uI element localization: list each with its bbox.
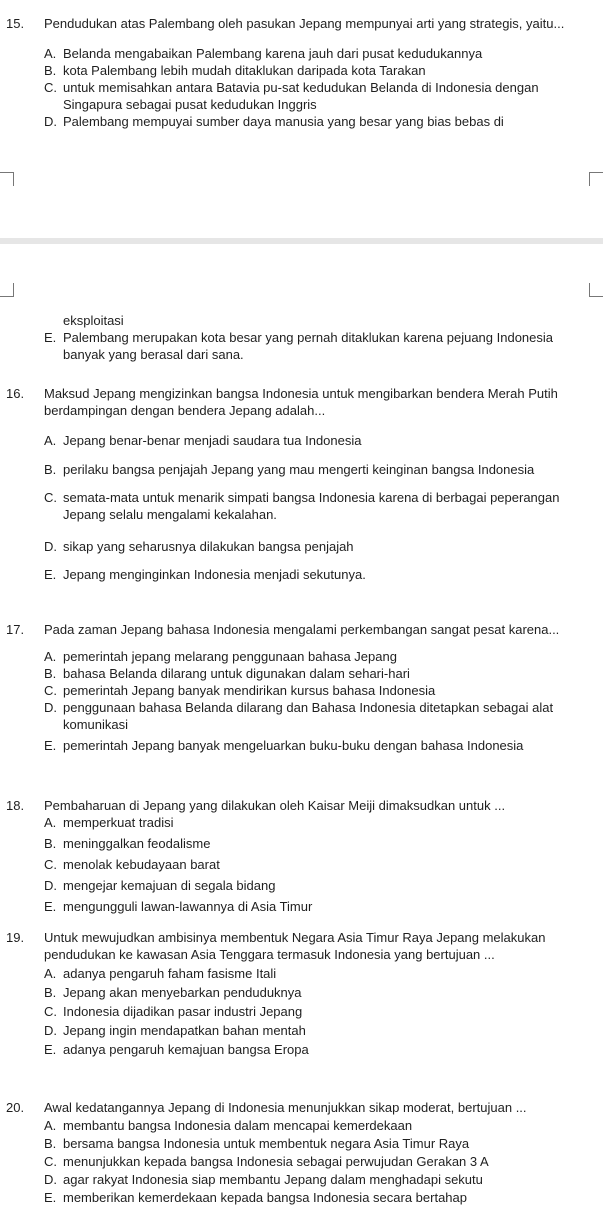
question-number: 17. [6,622,25,637]
option-letter: C. [44,857,57,872]
option-a [44,814,584,831]
option-text: mengejar kemajuan di segala bidang [63,878,276,893]
option-e [44,1189,584,1206]
option-e [0,566,603,583]
option-letter: E. [44,567,57,582]
option-letter: D. [44,539,57,554]
option-text: pemerintah jepang melarang penggunaan bahasa Jepang [63,649,397,664]
option-letter: B. [44,462,57,477]
option-a [44,648,584,665]
question-15-continued [0,312,603,363]
option-letter: B. [44,666,57,681]
option-letter: C. [44,80,57,95]
option-d [44,877,584,894]
option-c [44,1003,584,1020]
option-letter: D. [44,114,57,129]
option-text: pemerintah Jepang banyak mengeluarkan buku-buku dengan bahasa Indonesia [63,738,524,753]
option-a [0,432,603,449]
option-letter: E. [44,1042,57,1057]
question-15 [0,15,603,130]
option-letter: B. [44,1136,57,1151]
option-d [0,538,603,555]
crop-mark-top-right [589,172,603,186]
option-text: untuk memisahkan antara Batavia pu-sat kedudukan Belanda di Indonesia dengan Singapura sebagai pusat kedudukan Inggris [63,80,539,112]
option-text: Palembang mempuyai sumber daya manusia yang besar yang bias bebas di [63,114,504,129]
option-a [44,45,584,62]
question-text: Untuk mewujudkan ambisinya membentuk Negara Asia Timur Raya Jepang melakukan pendudukan ke kawasan Asia Tenggara termasuk Indonesia yang bertujuan ... [44,930,546,962]
option-letter: E. [44,330,57,345]
option-text: bahasa Belanda dilarang untuk digunakan dalam sehari-hari [63,666,410,681]
option-text: menunjukkan kepada bangsa Indonesia sebagai perwujudan Gerakan 3 A [63,1154,489,1169]
option-c [44,856,584,873]
option-b [0,461,603,478]
option-text: Indonesia dijadikan pasar industri Jepang [63,1004,303,1019]
option-text: mengungguli lawan-lawannya di Asia Timur [63,899,313,914]
option-letter: C. [44,490,57,505]
option-letter: D. [44,1172,57,1187]
question-text: Pada zaman Jepang bahasa Indonesia mengalami perkembangan sangat pesat karena... [44,622,560,637]
option-text: pemerintah Jepang banyak mendirikan kursus bahasa Indonesia [63,683,436,698]
option-text: adanya pengaruh kemajuan bangsa Eropa [63,1042,309,1057]
question-16 [0,385,603,419]
option-b [44,835,584,852]
option-letter: A. [44,433,57,448]
option-letter: C. [44,1004,57,1019]
option-b [44,1135,584,1152]
option-text: Jepang ingin mendapatkan bahan mentah [63,1023,306,1038]
option-letter: D. [44,878,57,893]
option-text: sikap yang seharusnya dilakukan bangsa penjajah [63,539,354,554]
crop-mark-bottom-left [0,283,14,297]
option-text: membantu bangsa Indonesia dalam mencapai kemerdekaan [63,1118,413,1133]
option-text: memperkuat tradisi [63,815,174,830]
option-b [44,984,584,1001]
option-letter: A. [44,649,57,664]
option-letter: E. [44,1190,57,1205]
option-text: kota Palembang lebih mudah ditaklukan daripada kota Tarakan [63,63,426,78]
option-b [44,62,584,79]
question-20 [0,1099,603,1206]
option-letter: E. [44,738,57,753]
option-letter: C. [44,1154,57,1169]
option-text: adanya pengaruh faham fasisme Itali [63,966,277,981]
question-number: 16. [6,386,25,401]
option-d [44,699,584,733]
option-text: penggunaan bahasa Belanda dilarang dan Bahasa Indonesia ditetapkan sebagai alat komunikasi [63,700,554,732]
option-letter: A. [44,46,57,61]
option-letter: B. [44,985,57,1000]
option-d [44,1171,584,1188]
option-e [44,737,584,754]
option-e [44,329,584,363]
question-17 [0,621,603,754]
option-a [44,1117,584,1134]
option-e [44,1041,584,1058]
crop-mark-bottom-right [589,283,603,297]
option-letter: D. [44,700,57,715]
option-text: Belanda mengabaikan Palembang karena jauh dari pusat kedudukannya [63,46,483,61]
option-c [0,489,603,523]
option-text: Jepang akan menyebarkan penduduknya [63,985,302,1000]
option-letter: B. [44,63,57,78]
option-d-continuation: eksploitasi [63,313,124,328]
option-b [44,665,584,682]
option-c [44,682,584,699]
option-text: meninggalkan feodalisme [63,836,211,851]
crop-mark-top-left [0,172,14,186]
option-letter: A. [44,966,57,981]
page-separator [0,238,603,244]
question-19 [0,929,603,1058]
question-number: 15. [6,16,25,31]
option-text: Palembang merupakan kota besar yang pernah ditaklukan karena pejuang Indonesia banyak yang berasal dari sana. [63,330,554,362]
option-text: menolak kebudayaan barat [63,857,220,872]
question-18 [0,797,603,915]
option-c [44,79,584,113]
question-text: Awal kedatangannya Jepang di Indonesia menunjukkan sikap moderat, bertujuan ... [44,1100,527,1115]
option-a [44,965,584,982]
option-d [44,1022,584,1039]
option-e [44,898,584,915]
option-c [44,1153,584,1170]
option-text: bersama bangsa Indonesia untuk membentuk negara Asia Timur Raya [63,1136,470,1151]
question-text: Pembaharuan di Jepang yang dilakukan oleh Kaisar Meiji dimaksudkan untuk ... [44,798,506,813]
question-number: 18. [6,798,25,813]
option-text: perilaku bangsa penjajah Jepang yang mau mengerti keinginan bangsa Indonesia [63,462,535,477]
option-letter: A. [44,1118,57,1133]
question-number: 20. [6,1100,25,1115]
option-letter: E. [44,899,57,914]
option-letter: D. [44,1023,57,1038]
option-text: Jepang benar-benar menjadi saudara tua Indonesia [63,433,362,448]
question-text: Pendudukan atas Palembang oleh pasukan Jepang mempunyai arti yang strategis, yaitu... [44,16,565,31]
option-text: Jepang menginginkan Indonesia menjadi sekutunya. [63,567,366,582]
option-text: semata-mata untuk menarik simpati bangsa Indonesia karena di berbagai peperangan Jepang selalu mengalami kekalahan. [63,490,560,522]
option-text: memberikan kemerdekaan kepada bangsa Indonesia secara bertahap [63,1190,467,1205]
option-d [44,113,584,130]
question-number: 19. [6,930,25,945]
option-letter: A. [44,815,57,830]
question-text: Maksud Jepang mengizinkan bangsa Indonesia untuk mengibarkan bendera Merah Putih berdampingan dengan bendera Jepang adalah... [44,386,558,418]
option-letter: C. [44,683,57,698]
option-text: agar rakyat Indonesia siap membantu Jepang dalam menghadapi sekutu [63,1172,483,1187]
option-letter: B. [44,836,57,851]
